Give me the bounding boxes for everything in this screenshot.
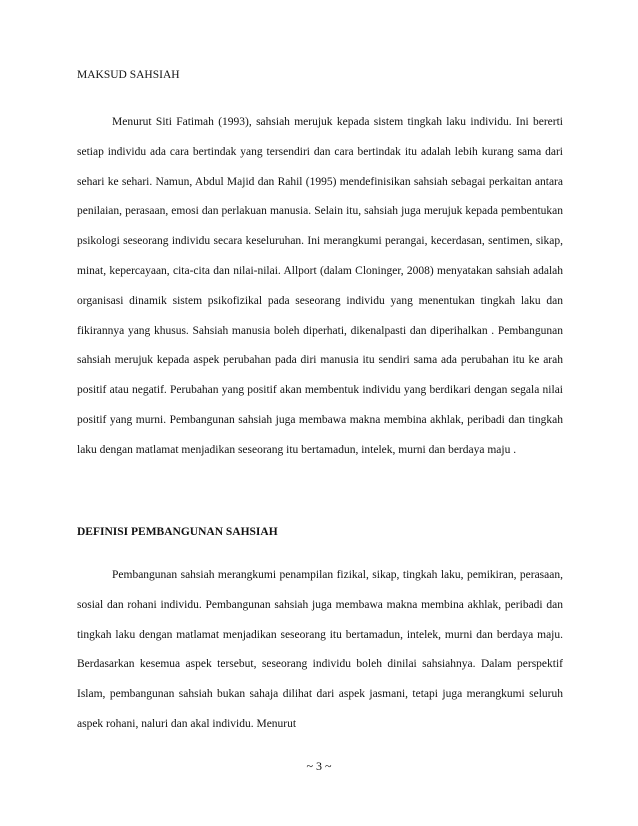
section-heading-definisi-pembangunan-sahsiah: DEFINISI PEMBANGUNAN SAHSIAH <box>77 526 278 538</box>
section-heading-maksud-sahsiah: MAKSUD SAHSIAH <box>77 69 180 81</box>
paragraph-definisi-pembangunan-sahsiah: Pembangunan sahsiah merangkumi penampilan fizikal, sikap, tingkah laku, pemikiran, perasaan, sosial dan rohani individu. Pembangunan sahsiah juga membawa makna membina akhlak, peribadi dan tingkah laku dengan matlamat menjadikan seseorang itu bertamadun, intelek, murni dan berdaya maju. Berdasarkan kesemua aspek tersebut, seseorang individu boleh dinilai sahsiahnya. Dalam perspektif Islam, pembangunan sahsiah bukan sahaja dilihat dari aspek jasmani, tetapi juga merangkumi seluruh aspek rohani, naluri dan akal individu. Menurut <box>77 569 563 730</box>
paragraph-maksud-sahsiah: Menurut Siti Fatimah (1993), sahsiah merujuk kepada sistem tingkah laku individu. Ini bererti setiap individu ada cara bertindak yang tersendiri dan cara bertindak itu adalah lebih kurang sama dari sehari ke sehari. Namun, Abdul Majid dan Rahil (1995) mendefinisikan sahsiah sebagai perkaitan antara penilaian, perasaan, emosi dan perlakuan manusia. Selain itu, sahsiah juga merujuk kepada pembentukan psikologi seseorang individu secara keseluruhan. Ini merangkumi perangai, kecerdasan, sentimen, sikap, minat, kepercayaan, cita-cita dan nilai-nilai. Allport (dalam Cloninger, 2008) menyatakan sahsiah adalah organisasi dinamik sistem psikofizikal pada seseorang individu yang menentukan tingkah laku dan fikirannya yang khusus. Sahsiah manusia boleh diperhati, dikenalpasti dan diperihalkan . Pembangunan sahsiah merujuk kepada aspek perubahan pada diri manusia itu sendiri sama ada perubahan itu ke arah positif atau negatif. Perubahan yang positif akan membentuk individu yang berdikari dengan segala nilai positif yang murni. Pembangunan sahsiah juga membawa makna membina akhlak, peribadi dan tingkah laku dengan matlamat menjadikan seseorang itu bertamadun, intelek, murni dan berdaya maju . <box>77 116 563 456</box>
page-number: ~ 3 ~ <box>306 759 332 773</box>
